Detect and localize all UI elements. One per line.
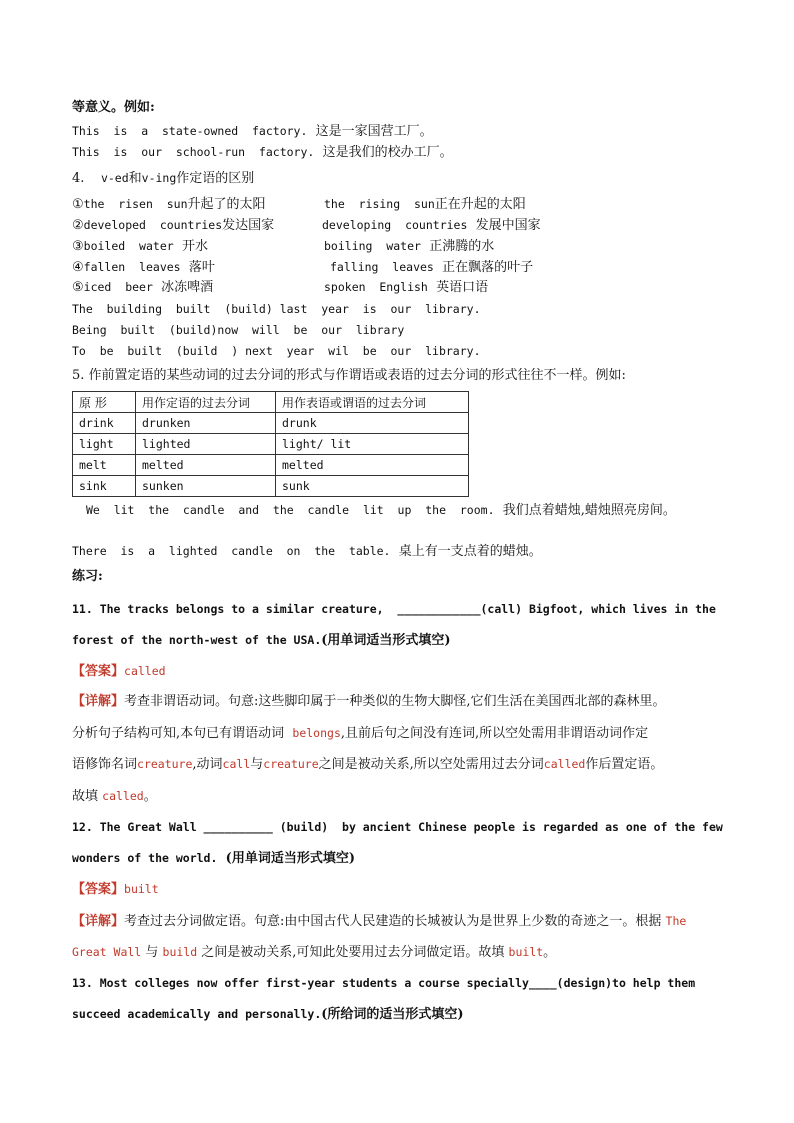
phrase-meaning: 升起了的太阳: [187, 197, 266, 212]
detail-text: 考查非谓语动词。句意:这些脚印属于一种类似的生物大脚怪,它们生活在美国西北部的森林里。: [124, 694, 666, 709]
heading-text: 和: [128, 171, 142, 186]
present-participle-phrase: falling leaves: [330, 260, 434, 274]
row-number-2: ②: [72, 218, 84, 233]
intro-line: 等意义。例如:: [72, 100, 155, 115]
phrase-meaning: 冰冻啤酒: [161, 280, 214, 295]
comparison-row: [72, 195, 526, 214]
row-number: ③: [72, 239, 84, 254]
table-cell: drunk: [276, 413, 469, 434]
detail-text: 与: [141, 945, 163, 960]
heading-number: 4.: [72, 171, 85, 186]
table-cell: light: [73, 434, 136, 455]
example-line: [86, 501, 676, 520]
phrase-meaning: 发达国家: [222, 218, 275, 233]
section-4-heading: [72, 169, 254, 188]
comparison-row: [72, 237, 494, 256]
section-5-heading: 5. 作前置定语的某些动词的过去分词的形式与作谓语或表语的过去分词的形式往往不一样。例如:: [72, 368, 626, 383]
table-row: [73, 476, 469, 497]
detail-term: called: [102, 789, 144, 803]
table-cell: melted: [136, 455, 276, 476]
example-cn: 桌上有一支点着的蜡烛。: [398, 544, 542, 559]
question-13-text: 13. Most colleges now offer first-year students a course specially____(design)to help them: [72, 976, 696, 990]
build-example: The building built (build) last year is our library.: [72, 302, 481, 316]
heading-term: v-ing: [141, 171, 177, 185]
detail-line: [72, 943, 556, 962]
answer-line: [72, 662, 166, 681]
table-cell: light/ lit: [276, 434, 469, 455]
table-row: [73, 455, 469, 476]
table-header: 用作表语或谓语的过去分词: [276, 392, 469, 413]
detail-term: call: [222, 757, 251, 771]
phrase-meaning: 正在升起的太阳: [434, 197, 526, 212]
past-participle-phrase: the risen sun: [83, 197, 188, 211]
detail-text: 。: [143, 789, 157, 804]
past-participle-phrase: developed countries: [83, 218, 223, 232]
table-header: 原 形: [73, 392, 136, 413]
detail-term: Great Wall: [72, 945, 142, 959]
row-number: ①: [72, 197, 84, 212]
comparison-row: [72, 258, 533, 277]
answer-label: 【答案】: [72, 664, 125, 679]
comparison-row: [72, 216, 541, 235]
example-en: This is a state-owned factory.: [72, 124, 308, 138]
table-cell: melted: [276, 455, 469, 476]
answer-label: 【答案】: [72, 882, 125, 897]
detail-text: 之间是被动关系,所以空处需用过去分词: [318, 757, 544, 772]
detail-text: 。: [543, 945, 557, 960]
build-example: To be built (build ) next year wil be our library.: [72, 344, 481, 358]
detail-term: called: [543, 757, 586, 771]
table-cell: sunken: [136, 476, 276, 497]
detail-term: The: [665, 914, 687, 928]
question-13-text-cont: [72, 1005, 464, 1024]
detail-term: creature: [137, 757, 193, 771]
table-cell: melt: [73, 455, 136, 476]
detail-term: creature: [263, 757, 319, 771]
build-example: Being built (build)now will be our library: [72, 323, 405, 337]
detail-line: [72, 724, 648, 743]
detail-text: 故填: [72, 789, 103, 804]
past-participle-phrase: fallen leaves: [83, 260, 181, 274]
example-line: [72, 143, 453, 162]
comparison-row: [72, 278, 488, 297]
past-participle-phrase: iced beer: [83, 280, 153, 294]
past-participle-phrase: boiled water: [83, 239, 174, 253]
detail-text: 与: [250, 757, 264, 772]
detail-text: ,动词: [192, 757, 223, 772]
detail-term: build: [162, 945, 198, 959]
phrase-meaning: 正沸腾的水: [429, 239, 495, 254]
table-cell: sink: [73, 476, 136, 497]
detail-line: [72, 693, 666, 711]
row-number: ④: [72, 260, 84, 275]
question-12-text-cont: [72, 849, 355, 868]
table-cell: drink: [73, 413, 136, 434]
example-line: [72, 542, 542, 561]
detail-text: 语修饰名词: [72, 757, 138, 772]
detail-line: [72, 912, 686, 931]
answer-value: built: [124, 882, 159, 896]
present-participle-phrase: the rising sun: [324, 197, 435, 211]
present-participle-phrase: developing countries: [322, 218, 468, 232]
detail-line: [72, 755, 663, 774]
phrase-meaning: 发展中国家: [475, 218, 541, 233]
example-cn: 这是我们的校办工厂。: [322, 145, 453, 160]
answer-line: [72, 880, 159, 899]
question-instruction: (所给词的适当形式填空): [321, 1007, 464, 1022]
detail-label: 【详解】: [72, 694, 125, 709]
detail-text: 考查过去分词做定语。句意:由中国古代人民建造的长城被认为是世界上少数的奇迹之一。根据: [124, 914, 666, 929]
phrase-meaning: 落叶: [188, 260, 215, 275]
phrase-meaning: 英语口语: [436, 280, 489, 295]
detail-text: ,且前后句之间没有连词,所以空处需用非谓语动词作定: [340, 726, 649, 741]
example-en: There is a lighted candle on the table.: [72, 544, 391, 558]
question-text: succeed academically and personally.: [72, 1007, 322, 1021]
question-11-text: 11. The tracks belongs to a similar creature, ____________(call) Bigfoot, which lives in the: [72, 602, 716, 616]
phrase-meaning: 正在飘落的叶子: [442, 260, 534, 275]
table-row: [73, 413, 469, 434]
detail-label: 【详解】: [72, 914, 125, 929]
heading-text: 作定语的区别: [176, 171, 255, 186]
question-text: wonders of the world.: [72, 851, 218, 865]
phrase-meaning: 开水: [181, 239, 208, 254]
row-number: ⑤: [72, 280, 84, 295]
answer-value: called: [124, 664, 166, 678]
table-cell: lighted: [136, 434, 276, 455]
detail-term: belongs: [292, 726, 341, 740]
detail-text: 之间是被动关系,可知此处要用过去分词做定语。故填: [197, 945, 509, 960]
question-12-text: 12. The Great Wall __________ (build) by ancient Chinese people is regarded as one of the few: [72, 820, 723, 834]
present-participle-phrase: spoken English: [324, 280, 428, 294]
example-en: We lit the candle and the candle lit up the room.: [86, 503, 495, 517]
detail-line: [72, 787, 157, 806]
detail-term: built: [508, 945, 544, 959]
question-text: forest of the north-west of the USA.: [72, 633, 322, 647]
detail-text: 分析句子结构可知,本句已有谓语动词: [72, 726, 293, 741]
practice-title: 练习:: [72, 569, 103, 584]
example-line: [72, 122, 433, 141]
table-row: [73, 434, 469, 455]
table-header: 用作定语的过去分词: [136, 392, 276, 413]
present-participle-phrase: boiling water: [324, 239, 421, 253]
example-cn: 这是一家国营工厂。: [315, 124, 433, 139]
table-cell: drunken: [136, 413, 276, 434]
example-en: This is our school-run factory.: [72, 145, 315, 159]
question-instruction: (用单词适当形式填空): [225, 851, 355, 866]
detail-text: 作后置定语。: [585, 757, 664, 772]
question-11-text-cont: [72, 631, 451, 650]
heading-term: v-ed: [100, 171, 129, 185]
question-instruction: (用单词适当形式填空): [321, 633, 451, 648]
table-header-row: [73, 392, 469, 413]
participle-forms-table: [72, 391, 469, 497]
example-cn: 我们点着蜡烛,蜡烛照亮房间。: [502, 503, 676, 518]
table-cell: sunk: [276, 476, 469, 497]
